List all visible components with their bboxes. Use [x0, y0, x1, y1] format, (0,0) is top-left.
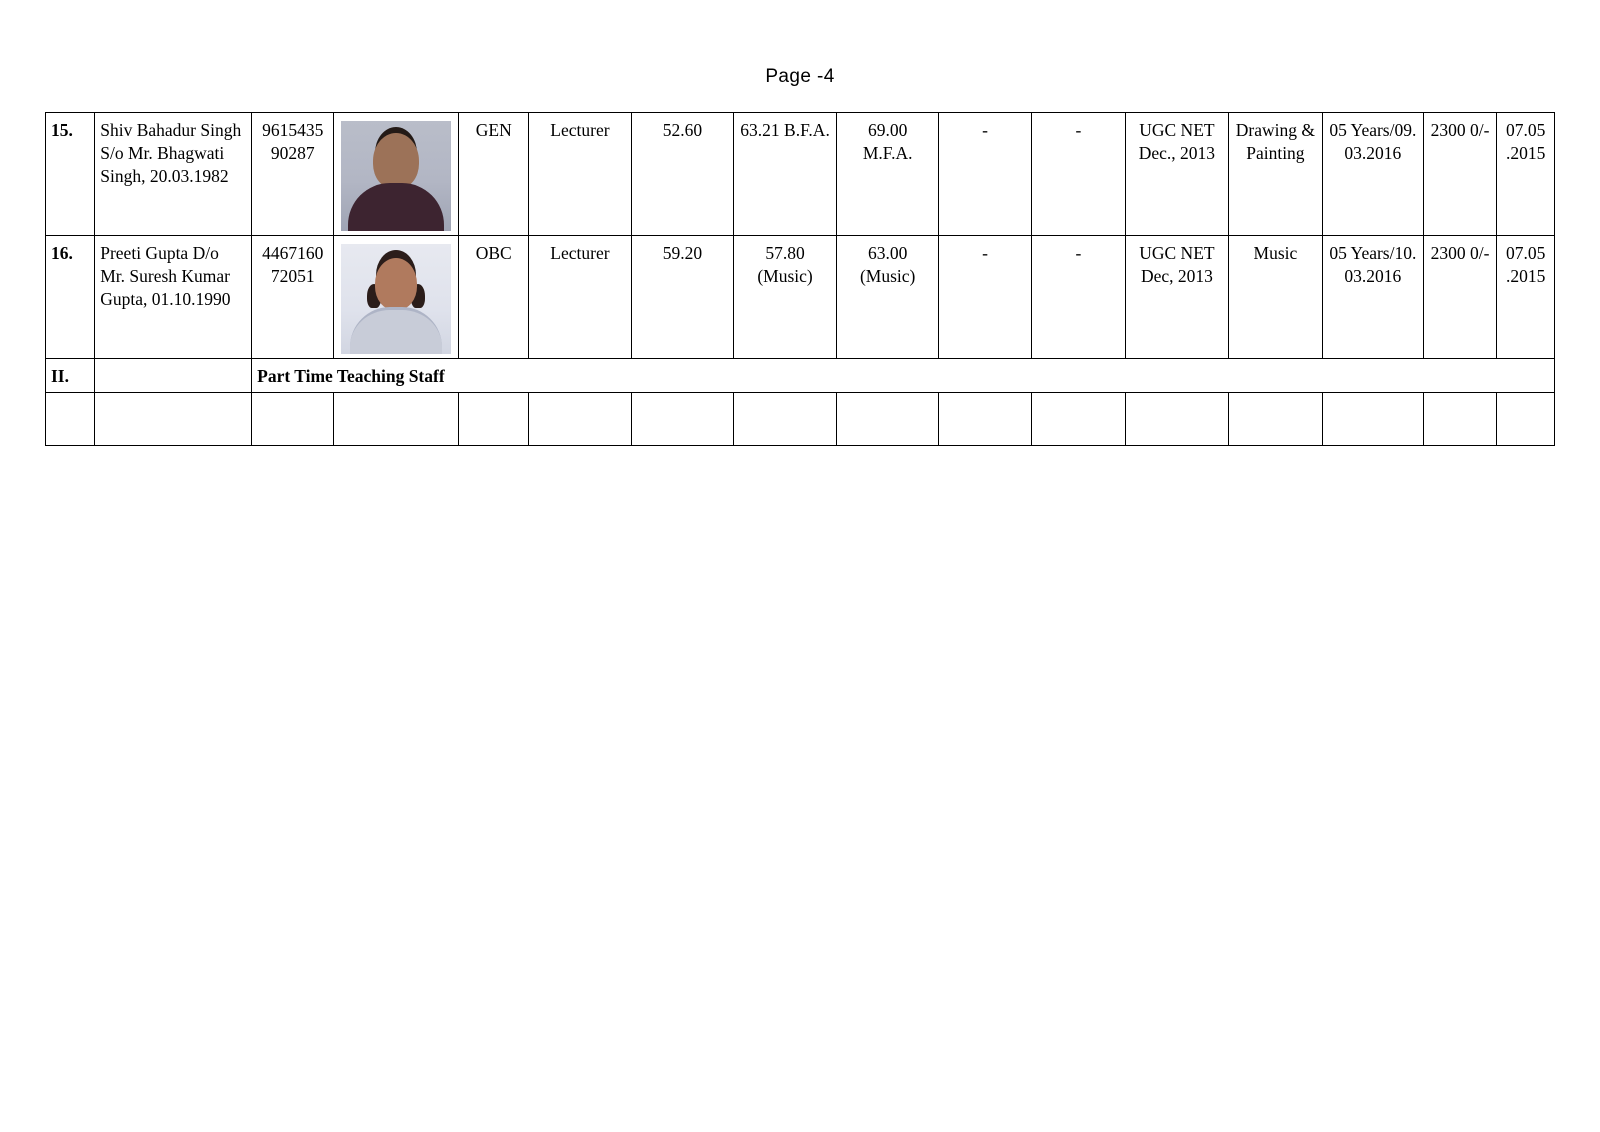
row-other-qualification: -	[1031, 236, 1125, 359]
empty-cell	[46, 392, 95, 445]
empty-cell	[939, 392, 1031, 445]
row-category: GEN	[459, 113, 529, 236]
row-date: 07.05 .2015	[1497, 236, 1555, 359]
row-salary: 2300 0/-	[1423, 113, 1497, 236]
row-photo-cell	[334, 113, 459, 236]
empty-cell	[734, 392, 837, 445]
row-subject: Music	[1228, 236, 1322, 359]
row-salary: 2300 0/-	[1423, 236, 1497, 359]
row-mobile-number: 9615435 90287	[252, 113, 334, 236]
row-ug-percentage: 52.60	[631, 113, 734, 236]
table-row	[46, 113, 1555, 236]
row-serial-number: 16.	[46, 236, 95, 359]
page-number-header: Page -4	[765, 66, 835, 87]
staff-table	[45, 112, 1555, 446]
row-mphil-qualification: 63.00 (Music)	[836, 236, 939, 359]
row-mobile-number: 4467160 72051	[252, 236, 334, 359]
empty-cell	[1031, 392, 1125, 445]
row-net-details: UGC NET Dec, 2013	[1126, 236, 1229, 359]
row-designation: Lecturer	[529, 113, 632, 236]
male-passport-photo	[341, 121, 451, 231]
row-net-details: UGC NET Dec., 2013	[1126, 113, 1229, 236]
row-experience: 05 Years/09. 03.2016	[1323, 113, 1424, 236]
empty-cell	[1497, 392, 1555, 445]
empty-cell	[1228, 392, 1322, 445]
row-phd: -	[939, 236, 1031, 359]
row-other-qualification: -	[1031, 113, 1125, 236]
table-row	[46, 236, 1555, 359]
row-serial-number: 15.	[46, 113, 95, 236]
row-name-parentage-dob: Shiv Bahadur Singh S/o Mr. Bhagwati Singh, 20.03.1982	[95, 113, 252, 236]
empty-cell	[1423, 392, 1497, 445]
empty-cell	[836, 392, 939, 445]
row-subject: Drawing & Painting	[1228, 113, 1322, 236]
empty-cell	[1323, 392, 1424, 445]
row-designation: Lecturer	[529, 236, 632, 359]
row-ug-percentage: 59.20	[631, 236, 734, 359]
empty-cell	[1126, 392, 1229, 445]
staff-table-container	[45, 112, 1555, 446]
empty-cell	[529, 392, 632, 445]
section-spacer-cell	[95, 359, 252, 393]
row-pg-qualification: 57.80 (Music)	[734, 236, 837, 359]
row-name-parentage-dob: Preeti Gupta D/o Mr. Suresh Kumar Gupta, 01.10.1990	[95, 236, 252, 359]
section-header-row	[46, 359, 1555, 393]
row-experience: 05 Years/10. 03.2016	[1323, 236, 1424, 359]
empty-cell	[459, 392, 529, 445]
empty-row	[46, 392, 1555, 445]
empty-cell	[252, 392, 334, 445]
row-phd: -	[939, 113, 1031, 236]
female-passport-photo	[341, 244, 451, 354]
row-pg-qualification: 63.21 B.F.A.	[734, 113, 837, 236]
row-photo-cell	[334, 236, 459, 359]
section-label: II.	[46, 359, 95, 393]
row-mphil-qualification: 69.00 M.F.A.	[836, 113, 939, 236]
section-title: Part Time Teaching Staff	[252, 359, 1555, 393]
empty-cell	[334, 392, 459, 445]
row-date: 07.05 .2015	[1497, 113, 1555, 236]
empty-cell	[631, 392, 734, 445]
row-category: OBC	[459, 236, 529, 359]
empty-cell	[95, 392, 252, 445]
